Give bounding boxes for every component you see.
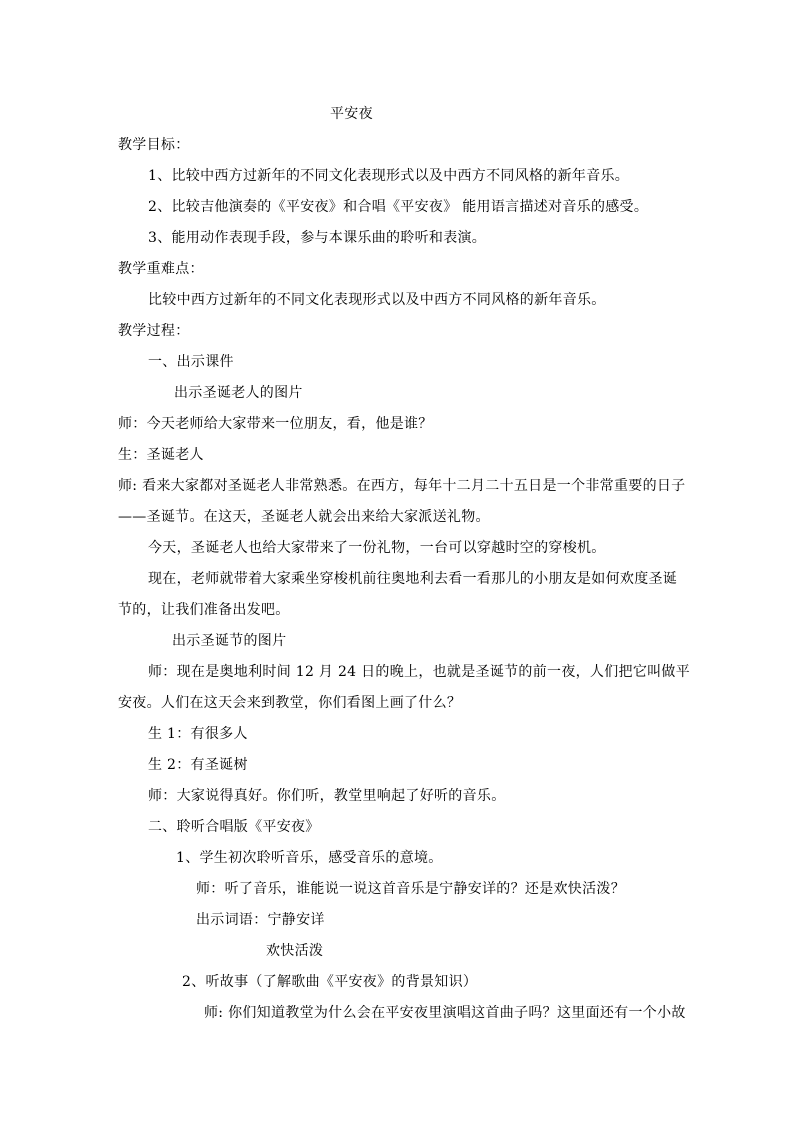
stage-direction: 出示圣诞节的图片 (172, 633, 287, 649)
step-item: 2、听故事（了解歌曲《平安夜》的背景知识） (182, 974, 478, 990)
dialogue-line: 师：现在是奥地利时间 12 月 24 日的晚上，也就是圣诞节的前一夜，人们把它叫做平 (148, 664, 691, 680)
section-heading-process: 教学过程： (118, 323, 190, 339)
dialogue-line: 师: 看来大家都对圣诞老人非常熟悉。在西方，每年十二月二十五日是一个非常重要的日子 (118, 478, 686, 494)
paragraph-line: 现在，老师就带着大家乘坐穿梭机前往奥地利去看一看那儿的小朋友是如何欢度圣诞 (148, 571, 678, 587)
objective-item: 2、比较吉他演奏的《平安夜》和合唱《平安夜》 能用语言描述对音乐的感受。 (148, 199, 649, 215)
dialogue-line: 师：今天老师给大家带来一位朋友，看，他是谁？ (118, 416, 433, 432)
section-heading-key-points: 教学重难点： (118, 261, 204, 277)
paragraph-line: 欢快活泼 (266, 943, 324, 959)
paragraph-line: 今天，圣诞老人也给大家带来了一份礼物，一台可以穿越时空的穿梭机。 (148, 540, 606, 556)
document-title: 平安夜 (330, 106, 373, 122)
subheading: 二、聆听合唱版《平安夜》 (148, 819, 320, 835)
paragraph-line: 节的，让我们准备出发吧。 (118, 602, 290, 618)
paragraph-line: 出示词语：宁静安详 (196, 912, 325, 928)
dialogue-line: 师：大家说得真好。你们听，教堂里响起了好听的音乐。 (148, 788, 506, 804)
dialogue-line: 师：听了音乐，谁能说一说这首音乐是宁静安详的？还是欢快活泼？ (196, 881, 625, 897)
dialogue-line: 生 1：有很多人 (148, 726, 248, 742)
dialogue-line: 生 2：有圣诞树 (148, 757, 248, 773)
dialogue-line: ——圣诞节。在这天，圣诞老人就会出来给大家派送礼物。 (118, 509, 490, 525)
dialogue-line: 生：圣诞老人 (118, 447, 204, 463)
paragraph-line: 比较中西方过新年的不同文化表现形式以及中西方不同风格的新年音乐。 (148, 292, 606, 308)
section-heading-objectives: 教学目标： (118, 137, 190, 153)
objective-item: 3、能用动作表现手段，参与本课乐曲的聆听和表演。 (148, 230, 487, 246)
stage-direction: 出示圣诞老人的图片 (174, 385, 303, 401)
step-item: 1、学生初次聆听音乐，感受音乐的意境。 (176, 850, 443, 866)
objective-item: 1、比较中西方过新年的不同文化表现形式以及中西方不同风格的新年音乐。 (148, 168, 630, 184)
dialogue-line: 安夜。人们在这天会来到教堂，你们看图上画了什么？ (118, 695, 462, 711)
subheading: 一、出示课件 (148, 354, 234, 370)
dialogue-line: 师: 你们知道教堂为什么会在平安夜里演唱这首曲子吗？这里面还有一个小故 (204, 1005, 686, 1021)
